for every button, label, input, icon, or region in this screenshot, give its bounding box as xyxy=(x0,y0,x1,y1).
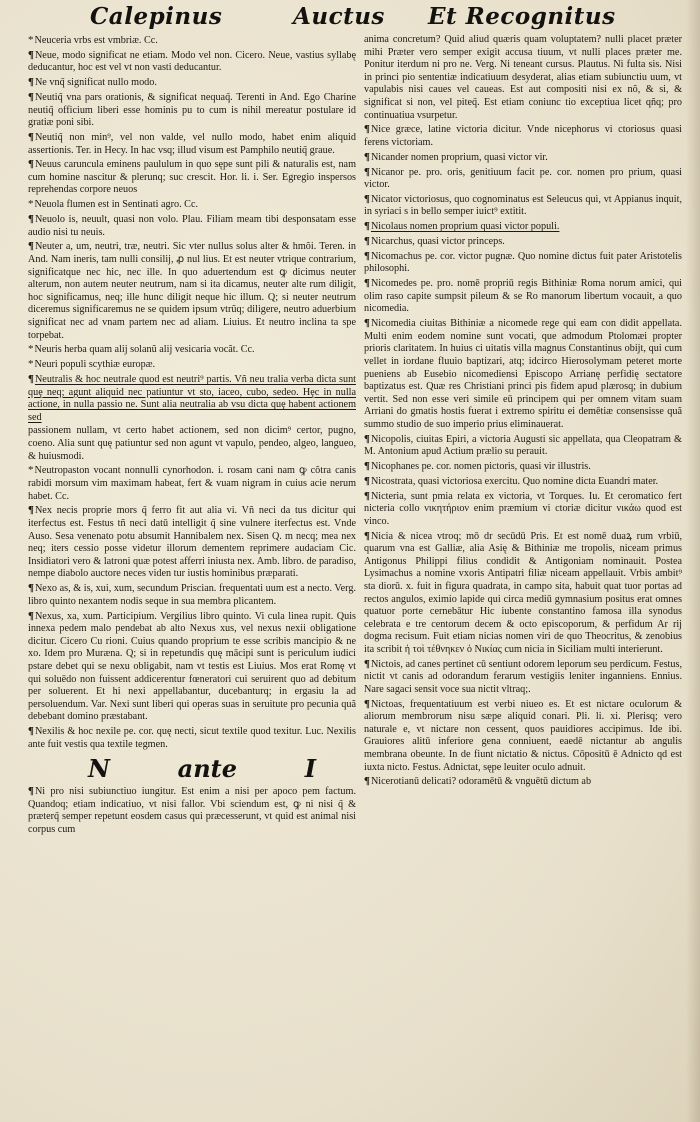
entry-text: Nicanor pe. pro. oris, genitiuum facit pe. cor. nomen pro prium, quasi victor. xyxy=(364,166,682,191)
pilcrow-icon: ¶ xyxy=(364,460,370,473)
dictionary-entry xyxy=(364,433,682,459)
entry-text: Nicophanes pe. cor. nomen pictoris, quasi vir illustris. xyxy=(370,461,591,473)
entry-text: Nicator victoriosus, quo cognominatus est Seleucus qui, vt Appianus inquit, in syriaci s in bello semper iuict⁹ extitit. xyxy=(364,193,682,218)
entry-text: Neuola flumen est in Sentinati agro. Cc. xyxy=(34,199,199,211)
entry-text: Nicia & nicea vtroq; mō dr secūdū Pris. Et est nomē duaꝝ rum vrbiū, quarum vna est Galliæ, alia Asię & Bithiniæ me tropolis, niceam primus Antigonus Philippi filius condidit & Antigoniam nominauit. Postea Lysimachus a nomine vxoris Antipatri filiæ niceam appellauit. Vrbis ambit⁹ sta diorū. x. fuit in figura quadrata, in campo sita, habuit quat tuor portas ad rectos angulos, eximio lapide qui circa mediū gymnasium positus erat omnes quatuor porte cernebātur Hic iubente constantino famosa illa synodus celebrata e tre centorum decem & octo episcoporum, & perfidum Ar rij dogma recisum. Fuit etiam nicias nomen viri de quo Theocritus, & zenobius ita scribit ἡ τοὶ τέθνηκεν ὁ Νικίας cum nicia in Siciliam multi interierunt. xyxy=(364,530,682,655)
pilcrow-icon: ¶ xyxy=(364,220,370,233)
entry-text: Nictois, ad canes pertinet cū sentiunt odorem leporum seu perdicum. Festus, nictit vt canis ad odorandum ferarum vestigiis leniter inganniens. Ennius. Nare sagaci sensit voce sua nictit vltraq;. xyxy=(364,658,682,695)
dictionary-entry xyxy=(364,530,682,657)
pilcrow-icon: ¶ xyxy=(364,165,370,178)
pilcrow-icon: ¶ xyxy=(364,150,370,163)
dictionary-entry xyxy=(28,785,356,836)
entry-text: Neuceria vrbs est vmbriæ. Cc. xyxy=(34,35,158,46)
entry-text: Nicomedes pe. pro. nomē propriū regis Bithiniæ Roma norum amici, qui olim raso capite sumpsit pileum & se Ro manorum libertum vocauit, a quo nicomedia. xyxy=(364,278,682,315)
pilcrow-icon: ¶ xyxy=(364,474,370,487)
pilcrow-icon: ¶ xyxy=(364,489,370,502)
pilcrow-icon: ¶ xyxy=(364,432,370,445)
entry-text: Nicolaus nomen proprium quasi victor populi. xyxy=(370,221,560,233)
dictionary-entry xyxy=(364,277,682,316)
entry-text: Nicarchus, quasi victor princeps. xyxy=(370,236,505,248)
pilcrow-icon: ¶ xyxy=(364,775,370,788)
dictionary-entry xyxy=(28,343,356,357)
dictionary-entry xyxy=(364,235,682,249)
entry-text: Neuolo is, neuult, quasi non volo. Plau. Filiam meam tibi desponsatam esse audio nisi tu neuis. xyxy=(28,214,356,238)
dictionary-entry xyxy=(28,91,356,130)
dictionary-entry xyxy=(28,240,356,342)
dictionary-entry xyxy=(28,34,356,48)
dictionary-entry xyxy=(28,76,356,90)
entry-text: Ne vnq̃ significat nullo modo. xyxy=(34,77,157,89)
entry-text: Nex necis proprie mors q̃ ferro fit aut alia vi. Vñ neci da tus dicitur qui iterfectus est. Festus tñ neci datū intelligit q̃ sine vulnere iterfectus est. Vnde Auso. Sesa venenato potu absumit Hannibalem nex. Sisen Q. m necq; mea nex neq; iters cessio posse videtur illorum dementem reprimere audaciam Cic. Insidiatori vero & latroni quæ potest afferri iniusta nex. Amb. libro. de paradiso, nempe diabolo auctore neces viden tur iustis hominibus præparati. xyxy=(28,505,356,580)
section-heading xyxy=(88,755,316,783)
pilcrow-icon: ¶ xyxy=(364,529,370,542)
dictionary-entry xyxy=(364,250,682,276)
dictionary-entry xyxy=(28,213,356,239)
pilcrow-icon: ¶ xyxy=(364,249,370,262)
pilcrow-icon: ¶ xyxy=(364,317,370,330)
entry-text: Neuus caruncula eminens paululum in quo sępe sunt pili & naturalis est, nam cum homine nascitur & plerunq; suc crescit. Hor. li. i. Ser. Egregio inspersos reprehendas corpore neuos xyxy=(28,159,356,196)
entry-text: Nicostrata, quasi victoriosa exercitu. Quo nomine dicta Euandri mater. xyxy=(370,475,659,487)
column-gutter xyxy=(358,34,362,1102)
entry-text: Neutralis & hoc neutrale quod est neutri⁹ partis. Vñ neu tralia verba dicta sunt quę neq; agunt aliquid nec patiuntur vt sto, iaceo, cubo, sedeo. Hęc in nulla actione, in nulla passio ne. Sunt alia neutralia ab vsu dicta quę habent actionem sed xyxy=(28,373,356,423)
asterisk-icon: * xyxy=(28,198,34,211)
entry-text: Nicerotianū delicati? odoramētū & vnguētū dictum ab xyxy=(370,776,592,788)
entry-text: Nexus, xa, xum. Participium. Vergilius libro quinto. Vi cula linea rupit. Quis innexa pedem malo pendebat ab alto Nexus xus, vel nexus nexii obligatione dicitur. Cicero Cu rioni. Cuius quando proprium te esse scribis mancipio & ne xo. Idem pro Muræna. Q; si in repetundis quę mācipi sunt is periculum iudici pstare debet qui se nexu obligabit, nam vt testis est Liuius. Mos erat Romę vt qui soluēdo non fuissent addicerentur fœneratori cui seruirent quo ad debitum per soluerent. Et hi nexi appellabantur, ducebanturq; in ergasiu la ad persoluendum. Var. Nexi sunt liberi qui operas suas in seruitute pro pecunia quã debebant domino præstabant. xyxy=(28,610,356,723)
entry-text: Neue, modo significat ne etiam. Modo vel non. Cicero. Neue, vastius syllabę deducantur, hoc est vel vt non vasti deducantur. xyxy=(28,49,356,74)
asterisk-icon: * xyxy=(28,343,34,356)
right-column xyxy=(364,34,682,1102)
pilcrow-icon: ¶ xyxy=(28,372,34,385)
dictionary-entry xyxy=(364,317,682,431)
section-heading-right: I xyxy=(304,753,316,783)
section-heading-center: ante xyxy=(177,753,238,783)
pilcrow-icon: ¶ xyxy=(28,213,34,226)
asterisk-icon: * xyxy=(28,358,34,371)
dictionary-entry xyxy=(28,373,356,424)
pilcrow-icon: ¶ xyxy=(28,504,34,517)
pilcrow-icon: ¶ xyxy=(364,277,370,290)
dictionary-entry xyxy=(364,658,682,697)
pilcrow-icon: ¶ xyxy=(28,609,34,622)
asterisk-icon: * xyxy=(28,464,34,477)
pilcrow-icon: ¶ xyxy=(364,123,370,136)
dictionary-entry xyxy=(28,464,356,503)
entry-text: anima concretum? Quid aliud quæris quam voluptatem? nulli placet præter mihi Præter vero semper exigit accusa tiuum, vt nulli places præter me. Ponitur iterdum ni pro ne. Verg. Ni teneant cursus. Plautus. Ni fulta sis. Nisi in princi pio sententiæ indicatiuum desyderat, alias etiam subiunctiu uum, vt vapulabis nisi caues vel caueas. Est aut compositi nisi ex nõ, & si, & significat si non, vel piteq̃. Est etiam coniunc tio exceptiua licet qñq; pro continuatiua vsurpetur. xyxy=(364,34,682,121)
pilcrow-icon: ¶ xyxy=(28,582,34,595)
pilcrow-icon: ¶ xyxy=(364,657,370,670)
pilcrow-icon: ¶ xyxy=(28,76,34,89)
dictionary-entry xyxy=(364,490,682,529)
entry-text: Neutropaston vocant nonnulli cynorhodon. i. rosam cani nam ꝙ cõtra canis rabidi morsum vim maximam habeat, fert & vuam nigram in cuius acie nerum habet. Cc. xyxy=(28,465,356,502)
dictionary-entry xyxy=(364,151,682,165)
dictionary-entry xyxy=(28,582,356,608)
pilcrow-icon: ¶ xyxy=(28,158,34,171)
dictionary-entry xyxy=(28,425,356,463)
pilcrow-icon: ¶ xyxy=(28,130,34,143)
pilcrow-icon: ¶ xyxy=(28,90,34,103)
entry-text: Nicomachus pe. cor. victor pugnæ. Quo nomine dictus fuit pater Aristotelis philosophi. xyxy=(364,250,682,275)
entry-text: Neutiq̃ vna pars orationis, & significat nequaq̃. Terenti in And. Ego Charine neutiq̃ officium liberi esse hominis pu to cum is nihil mereatur postulare id gratiæ poni sibi. xyxy=(28,91,356,129)
dictionary-entry xyxy=(28,610,356,724)
entry-text: Neuter a, um, neutri, træ, neutri. Sic vter nullus solus alter & hmõi. Teren. in And. Nam ineris, tam nulli consilij, ꝓ nul lius. Et est neuter vtrique contrarium, significatque nec hic, nec ille. In quo aduertendum est ꝙ dicimus neuter alterum, non autem neuter neutrum, nam si ita dicamus, neuter alte rum diligit, hoc significamus, neq; ille hunc diligit neque hic illum. Q; si neuter neutrum diceremus significaremus ne se quidem ipsum vtrũq; diligere, neutro aduerbium significat nec ad vnam partem nec ad aliam. Liuius. Et neutro inclina ta spe torpebat. xyxy=(28,241,356,341)
entry-text: Nice græce, latine victoria dicitur. Vnde nicephorus vi ctoriosus quasi ferens victoriam. xyxy=(364,124,682,148)
entry-text: passionem nullam, vt certo habet actionem, sed non dicim⁹ certor, pugno, coeno. Alia sunt quę patiuntur sed non agunt vt vapulo, pendeo, algeo, langueo, & huiusmodi. xyxy=(28,425,356,462)
pilcrow-icon: ¶ xyxy=(28,240,34,253)
entry-text: Neuri populi scythiæ europæ. xyxy=(34,359,156,371)
entry-text: Nicopolis, ciuitas Epiri, a victoria Augusti sic appellata, qua Cleopatram & M. Antonium apud Actium prælio su perauit. xyxy=(364,433,682,458)
entry-text: Nexo as, & is, xui, xum, secundum Priscian. frequentati uum est a necto. Verg. libro quinto nexantem nodis seque in sua membra plicantem. xyxy=(28,583,356,607)
entry-text: Nicteria, sunt pmia relata ex victoria, vt Torques. Iu. Et ceromatico fert nicteria collo νικητήριον enim præmium vi ctoriæ dicitur νικάω quod est vinco. xyxy=(364,490,682,527)
pilcrow-icon: ¶ xyxy=(28,725,34,738)
entry-text: Nictoas, frequentatiuum est verbi niueo es. Et est nictare oculorum & aliorum membrorum nisu sæpe aliquid conari. Pli. li. xi. Plerisq; vero naturale e, vt nictare non cessent, quos pauidiores accipimus. Ide ibi. Grauiores alitū inferiore gena conniuent, eaedē nictantur ab angulis membrana obeunte. In de fiunt nictatio & nictus. Cōpositū ē Adnicto qd est iuxta nicto. Festus. Adnictat, sępe leuiter oculo adnuit. xyxy=(364,698,682,773)
dictionary-entry xyxy=(364,775,682,789)
dictionary-entry xyxy=(364,220,682,234)
entry-text: Nexilis & hoc nexile pe. cor. quę necti, sicut textile quod texitur. Luc. Nexilis ante fuit vestis qua textile tegmen. xyxy=(28,726,356,750)
pilcrow-icon: ¶ xyxy=(364,235,370,248)
pilcrow-icon: ¶ xyxy=(28,48,34,61)
running-header xyxy=(28,2,688,32)
entry-text: Neutiq̃ non min⁹, vel non valde, vel nullo modo, habet enim aliquid assertionis. Ter. in Hecy. In hac vsq; illud visum est Pamphilo neutiq̃ graue. xyxy=(28,131,356,156)
dictionary-entry xyxy=(364,460,682,474)
dictionary-entry xyxy=(364,166,682,192)
dictionary-entry xyxy=(28,504,356,581)
dictionary-entry xyxy=(28,725,356,751)
dictionary-entry xyxy=(364,123,682,149)
dictionary-entry xyxy=(28,158,356,197)
header-right: Et Recognitus xyxy=(428,3,616,30)
dictionary-entry xyxy=(364,698,682,775)
entry-text: Ni pro nisi subiunctiuo iungitur. Est enim a nisi per apoco pem factum. Quandoq; etiam indicatiuo, vt nisi fallor. Vbi sciendum est, ꝙ ni nisi q̃ & præterq̃ semper repetunt eosdem casus qui præcesserunt, vt quid est animal nisi corpus cum xyxy=(28,786,356,836)
page-edge-shadow xyxy=(686,0,700,1122)
section-heading-left: N xyxy=(88,753,110,783)
dictionary-entry xyxy=(364,475,682,489)
entry-text: Neuris herba quam alij solanũ alij vesicaria vocãt. Cc. xyxy=(34,344,255,356)
dictionary-entry xyxy=(28,198,356,212)
left-column xyxy=(28,34,356,1102)
pilcrow-icon: ¶ xyxy=(364,192,370,205)
dictionary-entry xyxy=(28,49,356,75)
entry-text: Nicomedia ciuitas Bithiniæ a nicomede rege qui eam con didit appellata. Multi enim eodem nomine sunt vocati, que admodum Ptolomæi propter prioris claritatem. In huius ci uitatis villa magnus Constantinus obijt, qui cum vellet in iordane fluuio baptizari, atq; idcirco Hierosolymam peteret morte pueniens ab Eusebio nicomediensi Episcopo Arrianę perfidię sectatore baptizatus est. Quæ res Christiani princi pis fidem apud plærosq; in dubium vertit. Sed non esse veri simile eū principem qui per omnem vitam suam Arriani do gmatis hostis fuerat i extremo spiritu ei demētiæ consensisse quã summo studio de suo imperio prius eliminauerat. xyxy=(364,318,682,430)
pilcrow-icon: ¶ xyxy=(364,697,370,710)
pilcrow-icon: ¶ xyxy=(28,785,34,798)
dictionary-entry xyxy=(364,34,682,122)
asterisk-icon: * xyxy=(28,34,34,46)
header-center: Auctus xyxy=(293,3,385,30)
entry-text: Nicander nomen proprium, quasi victor vir. xyxy=(370,151,548,163)
header-left: Calepinus xyxy=(90,3,223,30)
dictionary-entry xyxy=(364,193,682,219)
dictionary-entry xyxy=(28,131,356,157)
dictionary-entry xyxy=(28,358,356,372)
